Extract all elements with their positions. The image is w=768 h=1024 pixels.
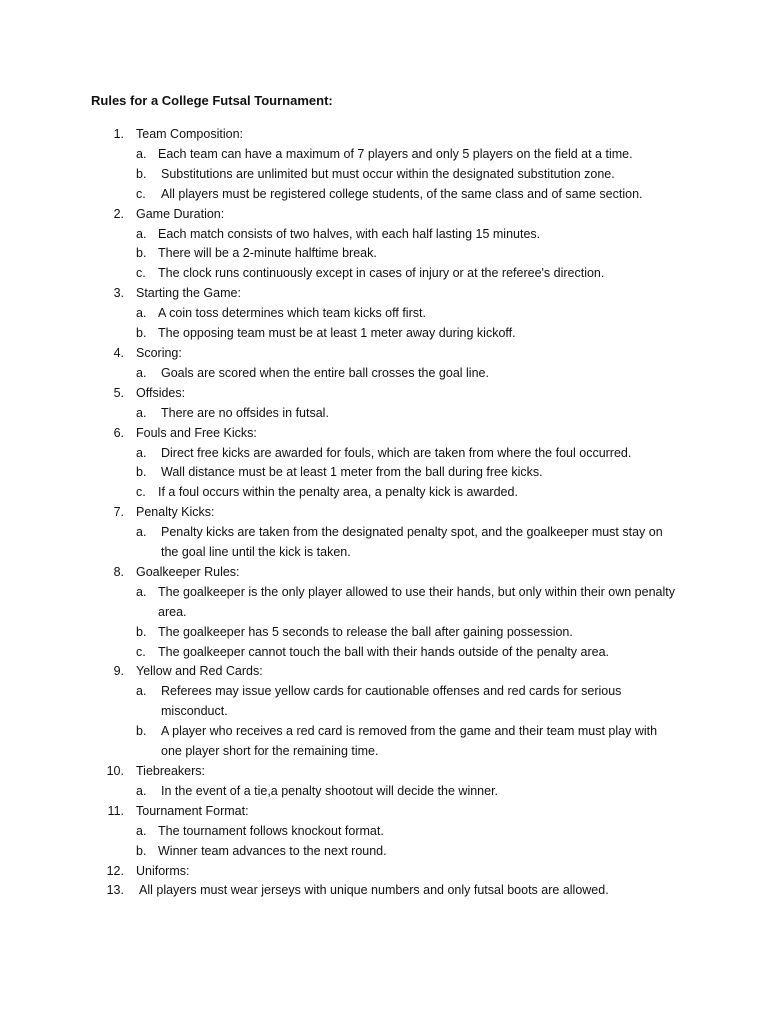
sub-rule-text: All players must be registered college students, of the same class and of same section. [161, 186, 643, 201]
sub-rule-text: Penalty kicks are taken from the designated penalty spot, and the goalkeeper must stay on the goal line until the kick is taken. [161, 525, 663, 560]
sub-rule-item [0, 145, 700, 165]
rule-heading: Team Composition: [136, 127, 243, 141]
rule-heading: Tiebreakers: [136, 764, 206, 778]
sub-rule-text: Substitutions are unlimited but must occur within the designated substitution zone. [161, 166, 615, 181]
rule-item [0, 205, 700, 285]
sub-rule-letter: a. [136, 146, 147, 161]
rule-number: 9. [113, 664, 124, 679]
sub-rule-list [0, 782, 700, 802]
rule-number: 5. [113, 385, 124, 400]
sub-rule-item [0, 583, 700, 623]
sub-rule-letter: b. [136, 724, 147, 739]
rule-item [0, 503, 700, 563]
sub-rule-letter: b. [136, 166, 147, 181]
sub-rule-letter: a. [136, 306, 147, 321]
sub-rule-letter: a. [136, 783, 147, 798]
sub-rule-letter: b. [136, 326, 147, 341]
rule-heading: All players must wear jerseys with unique numbers and only futsal boots are allowed. [139, 883, 609, 898]
sub-rule-letter: b. [136, 843, 147, 858]
rule-number: 3. [113, 286, 124, 301]
sub-rule-list [0, 225, 700, 285]
sub-rule-list [0, 444, 700, 504]
sub-rule-letter: c. [136, 644, 146, 659]
rule-heading: Starting the Game: [136, 286, 241, 301]
sub-rule-item [0, 623, 700, 643]
rule-number: 7. [113, 505, 124, 520]
rule-item [0, 662, 700, 762]
sub-rule-letter: c. [136, 485, 146, 500]
rule-number: 1. [113, 127, 124, 141]
rules-list [0, 125, 700, 901]
sub-rule-letter: c. [136, 186, 146, 201]
rule-heading: Game Duration: [136, 206, 225, 221]
sub-rule-item [0, 822, 700, 842]
rule-item [0, 284, 700, 344]
sub-rule-item [0, 404, 700, 424]
sub-rule-text: If a foul occurs within the penalty area, a penalty kick is awarded. [158, 485, 518, 500]
sub-rule-letter: a. [136, 525, 147, 540]
rule-number: 2. [113, 206, 124, 221]
sub-rule-text: There are no offsides in futsal. [161, 405, 329, 420]
sub-rule-item [0, 483, 700, 503]
rule-item [0, 344, 700, 384]
sub-rule-item [0, 364, 700, 384]
sub-rule-text: The goalkeeper has 5 seconds to release the ball after gaining possession. [158, 624, 573, 639]
sub-rule-letter: b. [136, 465, 147, 480]
sub-rule-item [0, 165, 700, 185]
sub-rule-letter: c. [136, 266, 146, 281]
sub-rule-item [0, 782, 700, 802]
sub-rule-item [0, 185, 700, 205]
rule-item [0, 384, 700, 424]
rule-item [0, 424, 700, 504]
rule-heading: Fouls and Free Kicks: [136, 425, 257, 440]
rule-number: 13. [106, 883, 124, 898]
sub-rule-text: The tournament follows knockout format. [158, 823, 384, 838]
sub-rule-letter: a. [136, 584, 147, 599]
sub-rule-text: The clock runs continuously except in cases of injury or at the referee's direction. [158, 266, 605, 281]
sub-rule-item [0, 264, 700, 284]
document-title: Rules for a College Futsal Tournament: [91, 93, 333, 108]
rule-heading: Offsides: [136, 385, 186, 400]
sub-rule-list [0, 682, 700, 762]
sub-rule-item [0, 842, 700, 862]
sub-rule-text: The opposing team must be at least 1 meter away during kickoff. [158, 326, 516, 341]
rule-item [0, 862, 700, 882]
sub-rule-text: Goals are scored when the entire ball crosses the goal line. [161, 365, 489, 380]
sub-rule-list [0, 523, 700, 563]
rule-heading: Tournament Format: [136, 803, 249, 818]
sub-rule-letter: b. [136, 624, 147, 639]
sub-rule-text: Direct free kicks are awarded for fouls, which are taken from where the foul occurred. [161, 445, 632, 460]
rule-number: 8. [113, 564, 124, 579]
sub-rule-item [0, 722, 700, 762]
sub-rule-letter: a. [136, 226, 147, 241]
sub-rule-letter: a. [136, 684, 147, 699]
sub-rule-text: There will be a 2-minute halftime break. [158, 246, 377, 261]
sub-rule-text: The goalkeeper cannot touch the ball with their hands outside of the penalty area. [158, 644, 609, 659]
rule-item [0, 802, 700, 862]
sub-rule-item [0, 643, 700, 663]
sub-rule-text: Winner team advances to the next round. [158, 843, 387, 858]
sub-rule-text: Each team can have a maximum of 7 players and only 5 players on the field at a time. [158, 146, 633, 161]
sub-rule-list [0, 404, 700, 424]
rule-heading: Penalty Kicks: [136, 505, 215, 520]
rule-heading: Uniforms: [136, 863, 190, 878]
rule-number: 12. [106, 863, 124, 878]
sub-rule-item [0, 225, 700, 245]
sub-rule-item [0, 682, 700, 722]
rule-item [0, 563, 700, 663]
sub-rule-letter: a. [136, 365, 147, 380]
sub-rule-text: A player who receives a red card is removed from the game and their team must play with one player short for the remaining time. [161, 724, 658, 759]
sub-rule-text: In the event of a tie,a penalty shootout will decide the winner. [161, 783, 499, 798]
rule-heading: Goalkeeper Rules: [136, 564, 240, 579]
sub-rule-letter: a. [136, 823, 147, 838]
sub-rule-item [0, 324, 700, 344]
sub-rule-list [0, 145, 700, 205]
rule-item [0, 881, 700, 901]
rule-number: 6. [113, 425, 124, 440]
sub-rule-text: A coin toss determines which team kicks off first. [158, 306, 426, 321]
rule-item [0, 762, 700, 802]
sub-rule-list [0, 304, 700, 344]
sub-rule-text: Wall distance must be at least 1 meter from the ball during free kicks. [161, 465, 543, 480]
sub-rule-list [0, 364, 700, 384]
rule-heading: Yellow and Red Cards: [136, 664, 263, 679]
sub-rule-item [0, 444, 700, 464]
sub-rule-text: Referees may issue yellow cards for cautionable offenses and red cards for serious misconduct. [161, 684, 622, 719]
sub-rule-item [0, 463, 700, 483]
sub-rule-item [0, 523, 700, 563]
rule-number: 10. [106, 764, 124, 778]
sub-rule-letter: b. [136, 246, 147, 261]
sub-rule-list [0, 583, 700, 663]
sub-rule-list [0, 822, 700, 862]
sub-rule-letter: a. [136, 405, 147, 420]
rule-item [0, 125, 700, 205]
rule-number: 11. [107, 803, 124, 818]
sub-rule-text: Each match consists of two halves, with each half lasting 15 minutes. [158, 226, 541, 241]
sub-rule-letter: a. [136, 445, 147, 460]
sub-rule-item [0, 244, 700, 264]
rule-heading: Scoring: [136, 345, 182, 360]
sub-rule-text: The goalkeeper is the only player allowed to use their hands, but only within their own penalty area. [158, 584, 675, 619]
rule-number: 4. [113, 345, 124, 360]
sub-rule-item [0, 304, 700, 324]
